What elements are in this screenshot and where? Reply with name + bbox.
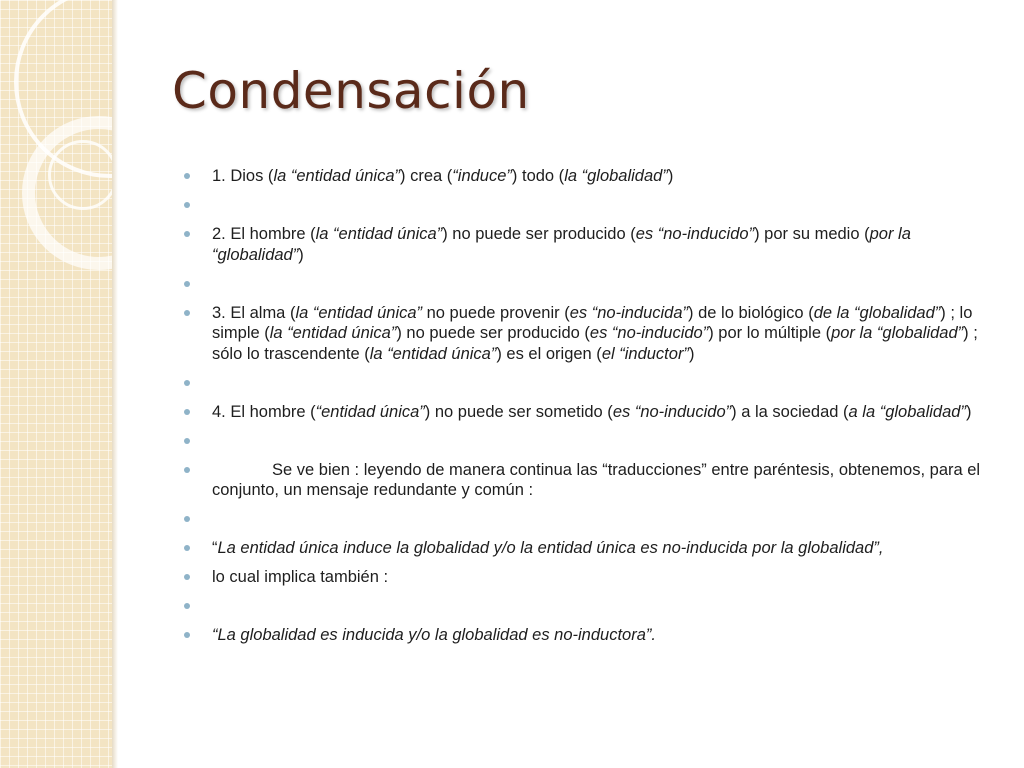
text: ) no puede ser producido (: [396, 324, 590, 342]
italic-text: la “entidad única”: [295, 303, 423, 322]
text: ): [298, 245, 304, 264]
text: ) todo (: [511, 167, 565, 185]
text: ): [667, 167, 674, 185]
text: no puede provenir (: [422, 303, 570, 322]
text: ) ; sólo lo trascendente (: [212, 324, 978, 363]
bullet-item: [184, 567, 984, 588]
italic-text: es “no-inducido”: [612, 402, 732, 421]
text: ) no puede ser sometido (: [424, 402, 613, 421]
italic-text: “induce”: [452, 167, 512, 185]
empty-bullet-item: [184, 373, 984, 394]
empty-bullet-item: [184, 431, 984, 452]
empty-bullet-item: [184, 509, 984, 530]
bullet-item: [184, 402, 984, 423]
bullet-item: [184, 460, 984, 501]
italic-text: la “entidad única”: [269, 324, 397, 342]
empty-bullet-item: [184, 596, 984, 617]
italic-text: “entidad única”: [315, 402, 425, 421]
text: ) a la sociedad (: [731, 402, 849, 421]
italic-text: la “entidad única”: [315, 225, 443, 243]
empty-bullet-item: [184, 195, 984, 216]
italic-text: la “entidad única”: [369, 344, 497, 363]
italic-text: la “globalidad”: [564, 167, 668, 185]
empty-bullet-item: [184, 274, 984, 295]
italic-text: La entidad única induce la globalidad y/o la entidad única es no-inducida por la globalidad”,: [217, 539, 884, 557]
bullet-item: [184, 224, 984, 265]
italic-text: “La globalidad es inducida y/o la globalidad es no-inductora”.: [212, 626, 656, 644]
text: Se ve bien : leyendo de manera continua las “traducciones” entre paréntesis, obtenemos, para el conjunto, un mensaje redundante y común :: [212, 460, 981, 499]
italic-text: el “inductor”: [601, 344, 689, 363]
decorative-sidebar: [0, 0, 112, 768]
italic-text: por la “globalidad”: [212, 225, 911, 264]
sidebar-edge: [112, 0, 118, 768]
bullet-item: [184, 303, 984, 365]
italic-text: es “no-inducida”: [569, 303, 689, 322]
text: lo cual implica también :: [212, 568, 389, 586]
text: ): [965, 402, 972, 421]
text: “: [212, 539, 218, 557]
text: ) crea (: [400, 167, 453, 185]
italic-text: de la “globalidad”: [813, 303, 941, 322]
text: 1. Dios (: [212, 167, 274, 185]
ring-decoration: [48, 140, 112, 210]
text: ) por lo múltiple (: [708, 324, 832, 342]
bullet-item: [184, 166, 984, 187]
text: 2. El hombre (: [212, 225, 316, 243]
text: ) no puede ser producido (: [442, 225, 636, 243]
text: 4. El hombre (: [212, 402, 316, 421]
italic-text: es “no-inducido”: [589, 324, 709, 342]
text: ) es el origen (: [496, 344, 602, 363]
bullet-list: [184, 166, 984, 646]
text: 3. El alma (: [212, 303, 296, 322]
italic-text: la “entidad única”: [273, 167, 401, 185]
text: ): [688, 344, 695, 363]
italic-text: a la “globalidad”: [848, 402, 966, 421]
text: ) por su medio (: [754, 225, 870, 243]
text: ) ; lo simple (: [212, 303, 973, 342]
slide-title: Condensación: [172, 62, 530, 120]
italic-text: es “no-inducido”: [635, 225, 755, 243]
italic-text: por la “globalidad”: [831, 324, 964, 342]
bullet-item: [184, 625, 984, 646]
text: ) de lo biológico (: [688, 303, 814, 322]
bullet-item: [184, 538, 984, 559]
